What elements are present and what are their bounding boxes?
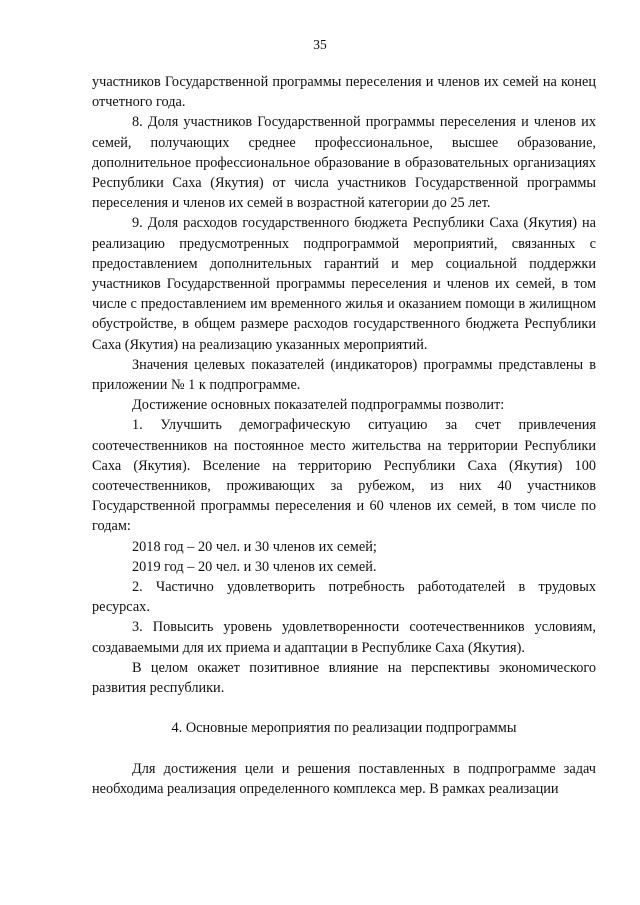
section-paragraph: Для достижения цели и решения поставленных в подпрограмме задач необходима реализация определенного комплекса мер. В рамках реализации — [92, 760, 596, 797]
document-body — [92, 72, 596, 799]
paragraph-outcome-3: 3. Повысить уровень удовлетворенности соотечественников условиям, создаваемыми для их приема и адаптации в Республике Саха (Якутия). — [92, 619, 596, 656]
paragraph-outcome-2: 2. Частично удовлетворить потребность работодателей в трудовых ресурсах. — [92, 579, 596, 616]
section-heading: 4. Основные мероприятия по реализации подпрограммы — [171, 720, 517, 737]
paragraph-indicators-appendix: Значения целевых показателей (индикаторов) программы представлены в приложении № 1 к подпрограмме. — [92, 356, 596, 394]
page-number: 35 — [313, 37, 327, 52]
paragraph-achievement-intro: Достижение основных показателей подпрограммы позволит: — [132, 397, 505, 414]
paragraph-overall-impact: В целом окажет позитивное влияние на перспективы экономического развития республики. — [92, 659, 596, 697]
paragraph-year-2018: 2018 год – 20 чел. и 30 членов их семей; — [132, 538, 377, 555]
paragraph-outcome-1: 1. Улучшить демографическую ситуацию за счет привлечения соотечественников на постоянное место жительства на территории Республики Саха (Якутия). Вселение на территорию Республики Саха (Якутия) 100 соотечественников, проживающих за рубежом, из них 40 участников Государственной программы переселения и 60 членов их семей, в том числе по годам: — [92, 417, 596, 535]
paragraph-item-8: 8. Доля участников Государственной программы переселения и членов их семей, получающих среднее профессиональное, высшее образование, дополнительное профессиональное образование в образовательных организациях Республики Саха (Якутия) от числа участников Государственной программы переселения и членов их семей в возрастной категории до 25 лет. — [92, 114, 596, 212]
paragraph-continuation: участников Государственной программы переселения и членов их семей на конец отчетного года. — [92, 74, 596, 111]
paragraph-year-2019: 2019 год – 20 чел. и 30 членов их семей. — [132, 558, 377, 575]
paragraph-item-9: 9. Доля расходов государственного бюджета Республики Саха (Якутия) на реализацию предусмотренных подпрограммой мероприятий, связанных с предоставлением дополнительных гарантий и мер социальной поддержки участников Государственной программы переселения и членов их семей, в том числе с предоставлением им временного жилья и оказанием помощи в жилищном обустройстве, в общем размере расходов государственного бюджета Республики Саха (Якутия) на реализацию указанных мероприятий. — [92, 215, 596, 353]
